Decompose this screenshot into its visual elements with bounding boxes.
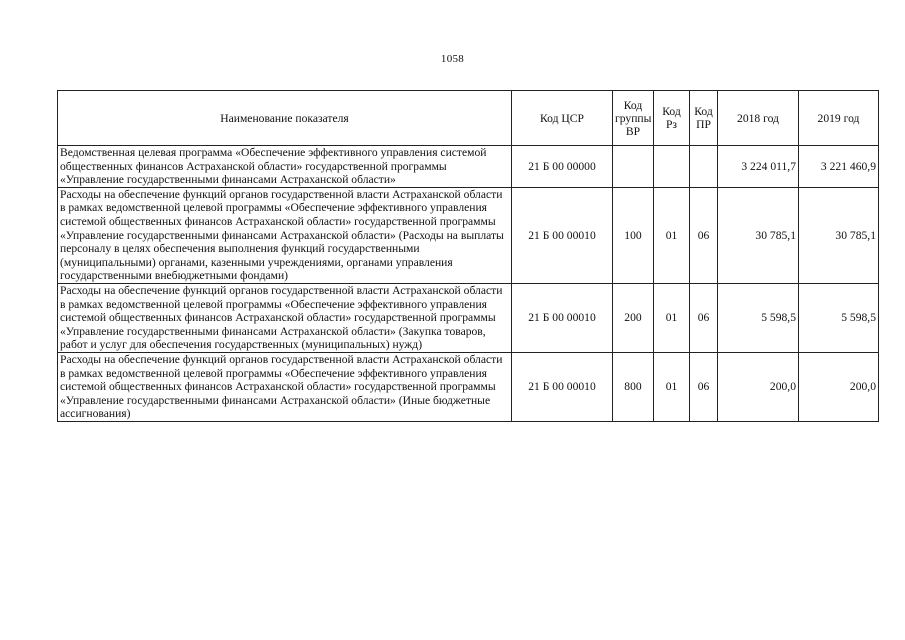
header-name: Наименование показателя xyxy=(58,91,512,146)
row-2019: 30 785,1 xyxy=(799,187,879,283)
header-pr: Код ПР xyxy=(690,91,718,146)
header-2019: 2019 год xyxy=(799,91,879,146)
row-2018: 5 598,5 xyxy=(718,283,799,352)
row-pr xyxy=(690,146,718,188)
row-rz: 01 xyxy=(654,352,690,421)
row-name: Расходы на обеспечение функций органов государственной власти Астраханской области в рамках ведомственной целевой программы «Обеспечение эффективного управления системой общественных финансов Астраханской области» государственной программы «Управление государственными финансами Астраханской области» (Иные бюджетные ассигнования) xyxy=(58,352,512,421)
row-2018: 3 224 011,7 xyxy=(718,146,799,188)
row-name: Расходы на обеспечение функций органов государственной власти Астраханской области в рамках ведомственной целевой программы «Обеспечение эффективного управления системой общественных финансов Астраханской области» государственной программы «Управление государственными финансами Астраханской области» (Расходы на выплаты персоналу в целях обеспечения выполнения функций государственными (муниципальными) органами, казенными учреждениями, органами управления государственными внебюджетными фондами) xyxy=(58,187,512,283)
row-2019: 5 598,5 xyxy=(799,283,879,352)
header-row xyxy=(58,91,879,146)
table-header xyxy=(58,91,879,146)
row-2019: 3 221 460,9 xyxy=(799,146,879,188)
row-2018: 30 785,1 xyxy=(718,187,799,283)
table-row xyxy=(58,187,879,283)
table-row xyxy=(58,352,879,421)
row-rz: 01 xyxy=(654,283,690,352)
row-csr: 21 Б 00 00010 xyxy=(512,283,613,352)
table-row xyxy=(58,146,879,188)
row-csr: 21 Б 00 00010 xyxy=(512,187,613,283)
row-pr: 06 xyxy=(690,187,718,283)
header-2018: 2018 год xyxy=(718,91,799,146)
row-vr xyxy=(613,146,654,188)
row-vr: 800 xyxy=(613,352,654,421)
row-rz: 01 xyxy=(654,187,690,283)
row-2019: 200,0 xyxy=(799,352,879,421)
row-pr: 06 xyxy=(690,352,718,421)
row-name: Расходы на обеспечение функций органов государственной власти Астраханской области в рамках ведомственной целевой программы «Обеспечение эффективного управления системой общественных финансов Астраханской области» государственной программы «Управление государственными финансами Астраханской области» (Закупка товаров, работ и услуг для обеспечения государственных (муниципальных) нужд) xyxy=(58,283,512,352)
row-2018: 200,0 xyxy=(718,352,799,421)
row-csr: 21 Б 00 00010 xyxy=(512,352,613,421)
table-body xyxy=(58,146,879,422)
budget-table xyxy=(57,90,879,422)
header-vr: Код группы ВР xyxy=(613,91,654,146)
row-vr: 200 xyxy=(613,283,654,352)
row-rz xyxy=(654,146,690,188)
row-pr: 06 xyxy=(690,283,718,352)
row-name: Ведомственная целевая программа «Обеспечение эффективного управления системой общественных финансов Астраханской области» государственной программы «Управление государственными финансами Астраханской области» xyxy=(58,146,512,188)
header-rz: Код Рз xyxy=(654,91,690,146)
row-vr: 100 xyxy=(613,187,654,283)
page-number: 1058 xyxy=(440,53,465,65)
table-row xyxy=(58,283,879,352)
row-csr: 21 Б 00 00000 xyxy=(512,146,613,188)
header-csr: Код ЦСР xyxy=(512,91,613,146)
